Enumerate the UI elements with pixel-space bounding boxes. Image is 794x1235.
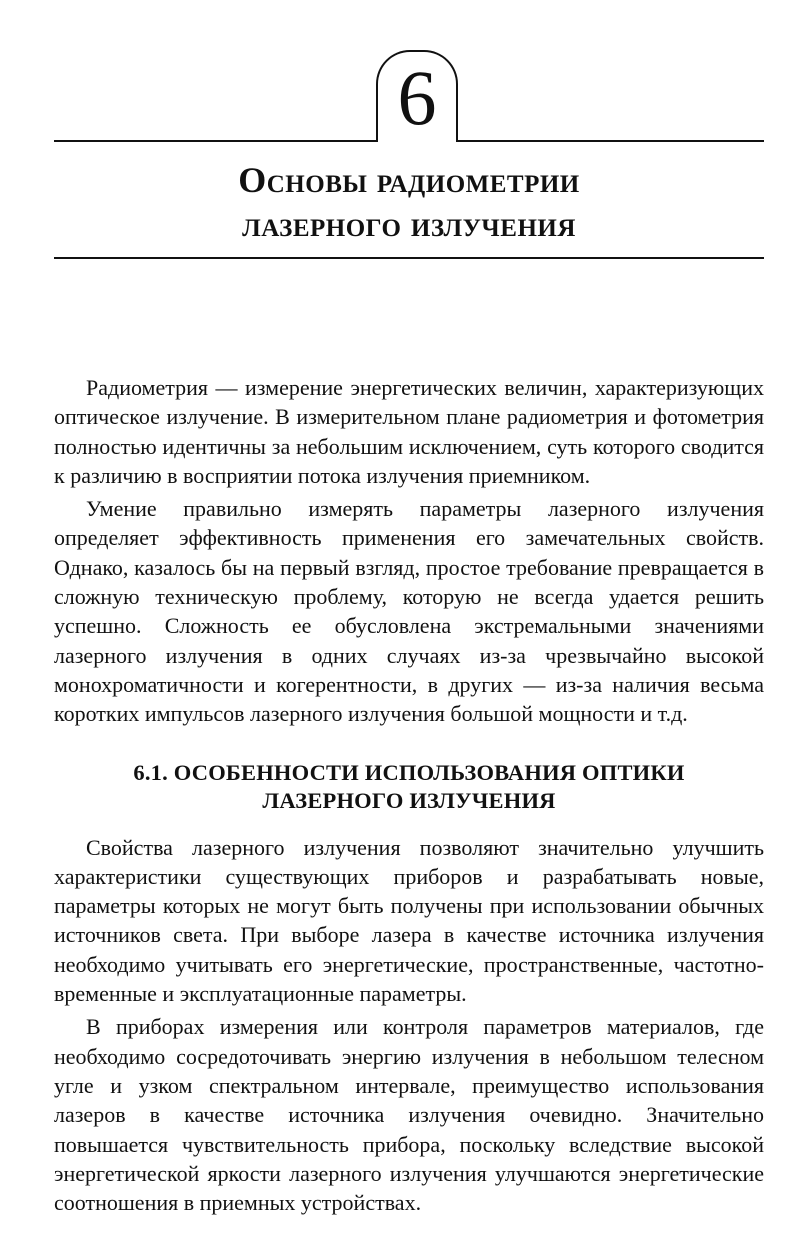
chapter-title xyxy=(54,158,764,246)
section-heading-line-2: ЛАЗЕРНОГО ИЗЛУЧЕНИЯ xyxy=(262,787,556,813)
chapter-title-line-2: лазерного излучения xyxy=(242,204,576,244)
intro-paragraph-2: Умение правильно измерять параметры лазерного излучения определяет эффективность применения его замечательных свойств. Однако, казалось бы на первый взгляд, простое требование превращается в сложную техническую проблему, которую не всегда удается решить успешно. Сложность ее обусловлена экстремальными значениями лазерного излучения в одних случаях из-за чрезвычайно высокой монохроматичности и когерентности, в других — из-за наличия весьма коротких импульсов лазерного излучения большой мощности и т.д. xyxy=(54,496,764,727)
chapter-title-line-1: Основы радиометрии xyxy=(238,160,580,200)
section-paragraph-1: Свойства лазерного излучения позволяют значительно улучшить характеристики существующих приборов и разрабатывать новые, параметры которых не могут быть получены при использовании обычных источников света. При выборе лазера в качестве источника излучения необходимо учитывать его энергетические, пространственные, частотно-временные и эксплуатационные параметры. xyxy=(54,834,764,1007)
section-heading-line-1: 6.1. ОСОБЕННОСТИ ИСПОЛЬЗОВАНИЯ ОПТИКИ xyxy=(133,759,685,785)
section-heading xyxy=(54,759,764,815)
chapter-number: 6 xyxy=(397,54,437,141)
page-body xyxy=(54,373,764,1217)
section-paragraph-2: В приборах измерения или контроля параметров материалов, где необходимо сосредоточивать энергию излучения в небольшом телесном угле и узком спектральном интервале, преимущество использования лазеров в качестве источника излучения очевидно. Значительно повышается чувствительность прибора, поскольку вследствие высокой энергетической яркости лазерного излучения улучшаются энергетические соотношения в приемных устройствах. xyxy=(54,1014,764,1216)
chapter-number-badge xyxy=(376,50,458,142)
chapter-bottom-rule xyxy=(54,257,764,259)
intro-paragraph-1: Радиометрия — измерение энергетических величин, характеризующих оптическое излучение. В измерительном плане радиометрия и фотометрия полностью идентичны за небольшим исключением, суть которого сводится к различию в восприятии потока излучения приемником. xyxy=(54,375,764,488)
